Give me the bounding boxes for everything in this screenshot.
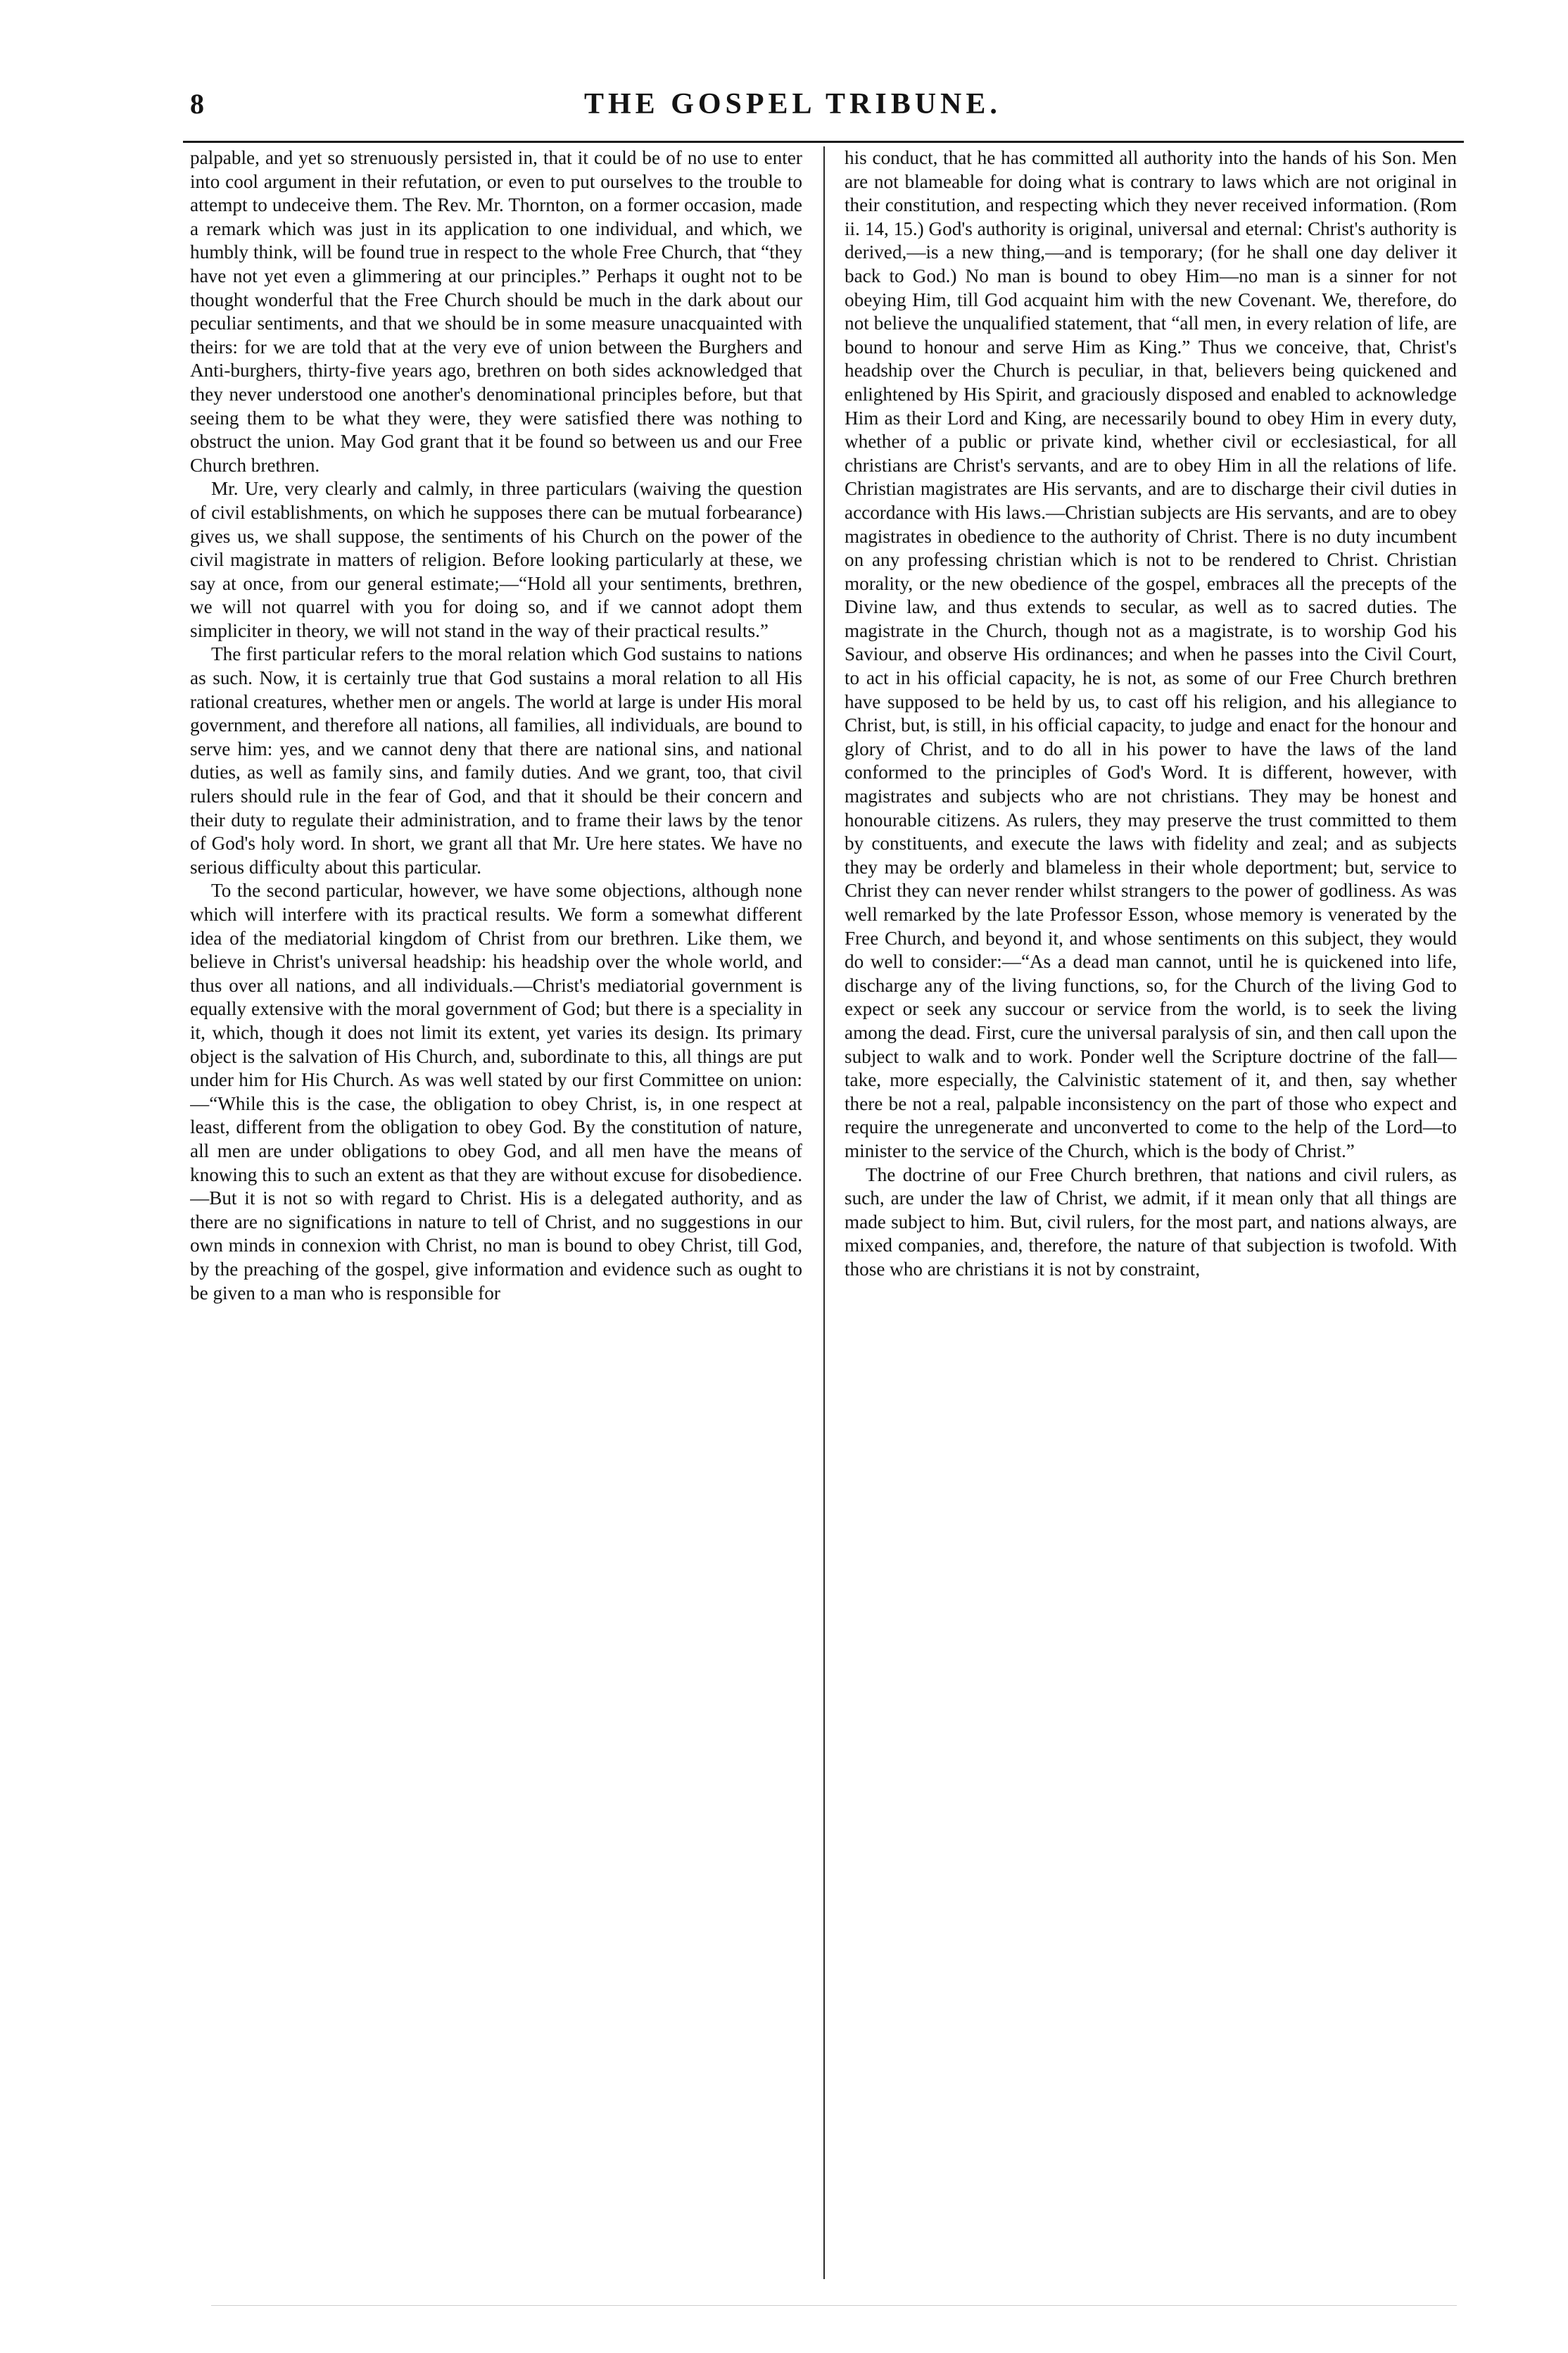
running-title: THE GOSPEL TRIBUNE. (584, 88, 1001, 120)
column-divider (823, 146, 825, 2279)
paragraph: The doctrine of our Free Church brethren, that nations and civil rulers, as such, are under the law of Christ, we admit, if it mean only that all things are made subject to him. But, civil rulers, for the most part, and nations always, are mixed companies, and, therefore, the nature of that subjection is twofold. With those who are christians it is not by constraint, (845, 1163, 1457, 1280)
paragraph: his conduct, that he has committed all authority into the hands of his Son. Men are not blameable for doing what is contrary to laws which are not original in their constitution, and respecting which they never received information. (Rom ii. 14, 15.) God's authority is original, universal and eternal: Christ's authority is derived,—is a new thing,—and is temporary; (for he shall one day deliver it back to God.) No man is bound to obey Him—no man is a sinner for not obeying Him, till God acquaint him with the new Covenant. We, therefore, do not believe the unqualified statement, that “all men, in every relation of life, are bound to honour and serve Him as King.” Thus we conceive, that, Christ's headship over the Church is peculiar, in that, believers being quickened and enlightened by His Spirit, and graciously disposed and enabled to acknowledge Him as their Lord and King, are necessarily bound to obey Him in every duty, whether of a public or private kind, whether civil or ecclesiastical, for all christians are Christ's servants, and are to obey Him in all the relations of life. Christian magistrates are His servants, and are to discharge their civil duties in accordance with His laws.—Christian subjects are His servants, and are to obey magistrates in obedience to the authority of Christ. There is no duty incumbent on any professing christian which is not to be rendered to Christ. Christian morality, or the new obedience of the gospel, embraces all the precepts of the Divine law, and thus extends to secular, as well as to sacred duties. The magistrate in the Church, though not as a magistrate, is to worship God his Saviour, and observe His ordinances; and when he passes into the Civil Court, to act in his official capacity, he is not, as some of our Free Church brethren have supposed to be held by us, to cast off his religion, and his allegiance to Christ, but, is still, in his official capacity, to judge and enact for the honour and glory of Christ, and to do all in his power to have the laws of the land conformed to the principles of God's Word. It is different, however, with magistrates and subjects who are not christians. They may be honest and honourable citizens. As rulers, they may preserve the trust committed to them by constituents, and execute the laws with fidelity and zeal; and as subjects they may be orderly and blameless in their whole deportment; but, service to Christ they can never render whilst strangers to the power of godliness. As was well remarked by the late Professor Esson, whose memory is venerated by the Free Church, and beyond it, and whose sentiments on this subject, they would do well to consider:—“As a dead man cannot, until he is quickened into life, discharge any of the living functions, so, for the Church of the living God to expect or seek any succour or service from the world, is to seek the living among the dead. First, cure the universal paralysis of sin, and then call upon the subject to walk and to work. Ponder well the Scripture doctrine of the fall—take, more especially, the Calvinistic statement of it, and then, say whether there be not a real, palpable inconsistency on the part of those who expect and require the unregenerate and unconverted to come to the help of the Lord—to minister to the service of the Church, which is the body of Christ.” (845, 147, 1457, 1161)
header-rule (183, 141, 1464, 143)
left-column (190, 146, 802, 2300)
paragraph: To the second particular, however, we have some objections, although none which will interfere with its practical results. We form a somewhat different idea of the mediatorial kingdom of Christ from our brethren. Like them, we believe in Christ's universal headship: his headship over the whole world, and thus over all nations, and all individuals.—Christ's mediatorial government is equally extensive with the moral government of God; but there is a speciality in it, which, though it does not limit its extent, yet varies its design. Its primary object is the salvation of His Church, and, subordinate to this, all things are put under him for His Church. As was well stated by our first Committee on union:—“While this is the case, the obligation to obey Christ, is, in one respect at least, different from the obligation to obey God. By the constitution of nature, all men are under obligations to obey God, and all men have the means of knowing this to such an extent as that they are without excuse for disobedience.—But it is not so with regard to Christ. His is a delegated authority, and as there are no significations in nature to tell of Christ, and no suggestions in our own minds in connexion with Christ, no man is bound to obey Christ, till God, by the preaching of the gospel, give information and evidence such as ought to be given to a man who is responsible for (190, 880, 802, 1304)
page-header (190, 83, 1457, 125)
paragraph: palpable, and yet so strenuously persisted in, that it could be of no use to enter into cool argument in their refutation, or even to put ourselves to the trouble to attempt to undeceive them. The Rev. Mr. Thornton, on a former occasion, made a remark which was just in its application to one individual, and which, we humbly think, will be found true in respect to the whole Free Church, that “they have not yet even a glimmering at our principles.” Perhaps it ought not to be thought wonderful that the Free Church should be much in the dark about our peculiar sentiments, and that we should be in some measure unacquainted with theirs: for we are told that at the very eve of union between the Burghers and Anti-burghers, thirty-five years ago, brethren on both sides acknowledged that they never understood one another's denominational principles before, but that seeing them to be what they were, they were satisfied there was nothing to obstruct the union. May God grant that it be found so between us and our Free Church brethren. (190, 147, 802, 476)
paragraph: The first particular refers to the moral relation which God sustains to nations as such. Now, it is certainly true that God sustains a moral relation to all His rational creatures, whether men or angels. The world at large is under His moral government, and therefore all nations, all families, all individuals, are bound to serve him: yes, and we cannot deny that there are national sins, and national duties, as well as family sins, and family duties. And we grant, too, that civil rulers should rule in the fear of God, and that it should be their concern and their duty to regulate their administration, and to frame their laws by the tenor of God's holy word. In short, we grant all that Mr. Ure here states. We have no serious difficulty about this particular. (190, 643, 802, 878)
right-column (845, 146, 1457, 2300)
page-number: 8 (190, 88, 204, 120)
paragraph: Mr. Ure, very clearly and calmly, in three particulars (waiving the question of civil establishments, on which he supposes there can be mutual forbearance) gives us, we shall suppose, the sentiments of his Church on the power of the civil magistrate in matters of religion. Before looking particularly at these, we say at once, from our general estimate;—“Hold all your sentiments, brethren, we will not quarrel with you for doing so, and if we cannot adopt them simpliciter in theory, we will not stand in the way of their practical results.” (190, 478, 802, 641)
article-columns (190, 146, 1457, 2300)
bottom-rule (211, 2305, 1457, 2306)
